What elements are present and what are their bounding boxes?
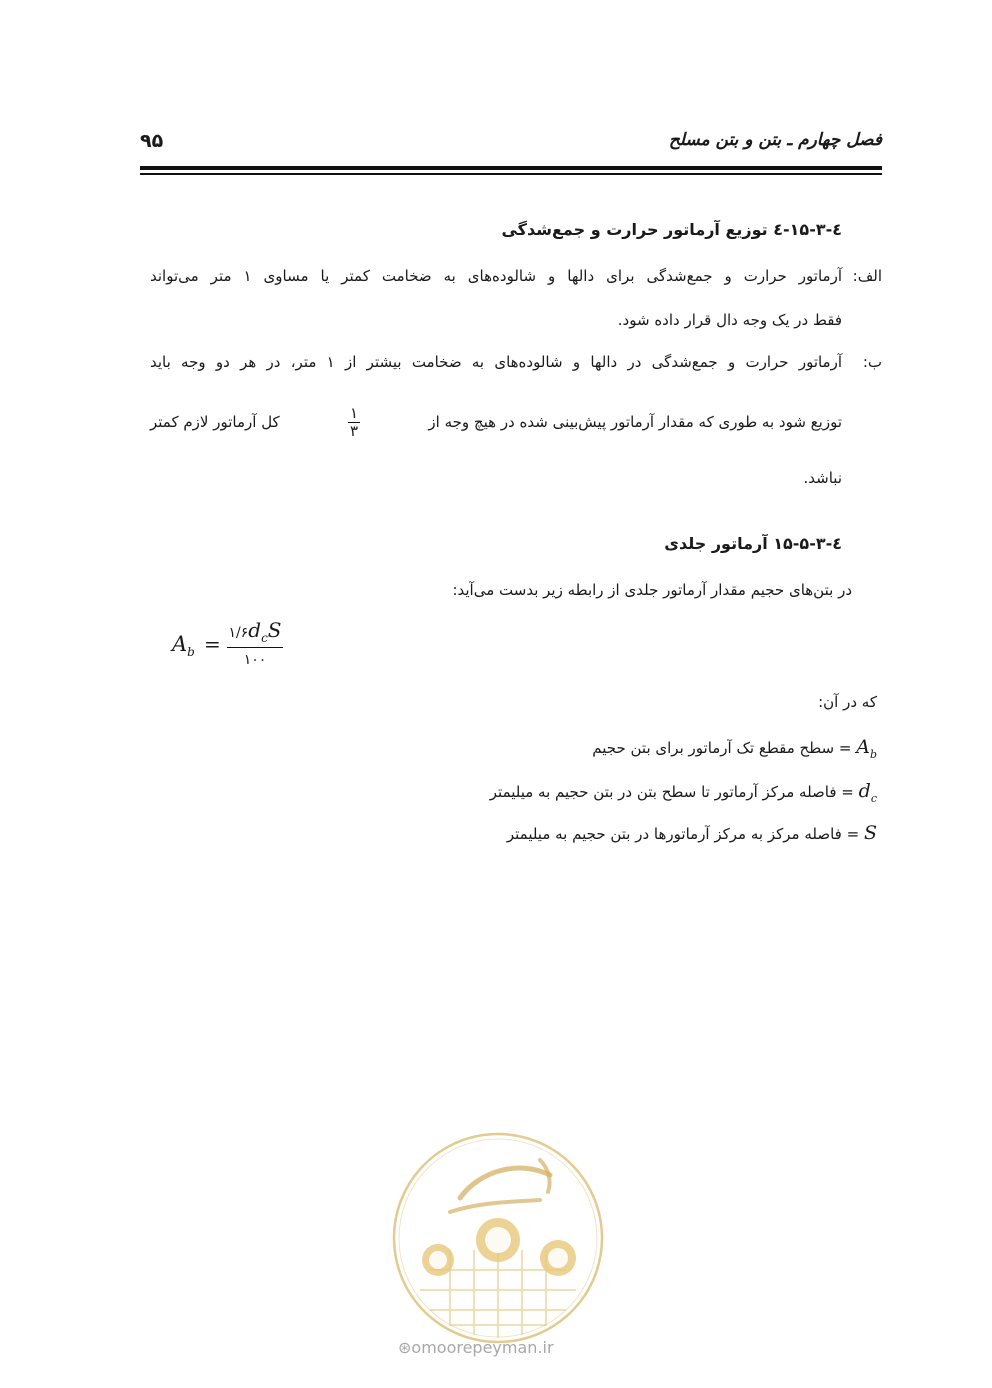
item-label-a: الف: [852,267,882,285]
item-b-line-1: آرماتور حرارت و جمع‌شدگی در دالها و شالوده‌های به ضخامت بیشتر از ۱ متر، در هر دو وجه باید [150,353,843,371]
formula-numerator: $۱/۶d_cS$ [227,618,283,648]
section-heading-skin-reinforcement: ٤-٣-۱۵-۵ آرماتور جلدی [664,534,842,553]
formula-lhs: $A_b$ [172,632,195,660]
item-b-line-2-start: توزیع شود به طوری که مقدار آرماتور پیش‌بینی شده در هیچ وجه از [428,413,842,431]
definition-symbol: $d_c$ [858,780,877,805]
fraction-numerator: ۱ [350,403,359,422]
formula-equals: = [204,632,221,656]
item-a-line-2: فقط در یک وجه دال قرار داده شود. [617,311,842,329]
one-third-fraction [348,405,360,440]
definition-s: S = فاصله مرکز به مرکز آرماتورها در بتن حجیم به میلیمتر [506,822,877,844]
definition-text: فاصله مرکز آرماتور تا سطح بتن در بتن حجیم به میلیمتر [489,783,837,801]
item-label-b: ب: [862,353,882,371]
fraction-denominator: ۳ [350,421,359,440]
definition-symbol: S [863,822,877,844]
where-label: که در آن: [818,693,877,711]
definition-dc: $d_c$ = فاصله مرکز آرماتور تا سطح بتن در بتن حجیم به میلیمتر [489,780,877,805]
running-header-title: فصل چهارم ـ بتن و بتن مسلح [668,130,882,150]
item-b-line-2-end: کل آرماتور لازم کمتر [150,413,280,431]
watermark-url: ⊛omoorepeyman.ir [398,1338,554,1357]
definition-text: سطح مقطع تک آرماتور برای بتن حجیم [592,739,835,757]
page-number: ۹۵ [140,130,164,152]
at-sign-icon: ⊛ [398,1338,412,1357]
item-b-line-3: نباشد. [803,469,842,487]
header-rule-thin [140,173,882,175]
item-b-line-2 [150,400,842,444]
definition-ab: $A_b$ = سطح مقطع تک آرماتور برای بتن حجیم [592,736,877,761]
formula-denominator: ۱۰۰ [243,652,267,668]
header-rule-thick [140,166,882,170]
definition-symbol: $A_b$ [856,736,877,761]
formula-fraction [227,618,283,668]
omoor-peyman-logo [390,1130,606,1346]
section-heading-shrinkage-reinforcement: ٤-٣-۱۵-٤ توزیع آرماتور حرارت و جمع‌شدگی [501,220,842,239]
definition-text: فاصله مرکز به مرکز آرماتورها در بتن حجیم به میلیمتر [506,825,842,843]
skin-reinforcement-intro: در بتن‌های حجیم مقدار آرماتور جلدی از رابطه زیر بدست می‌آید: [452,581,852,599]
item-a-line-1: آرماتور حرارت و جمع‌شدگی برای دالها و شالوده‌های به ضخامت کمتر یا مساوی ۱ متر می‌تواند [150,267,842,285]
